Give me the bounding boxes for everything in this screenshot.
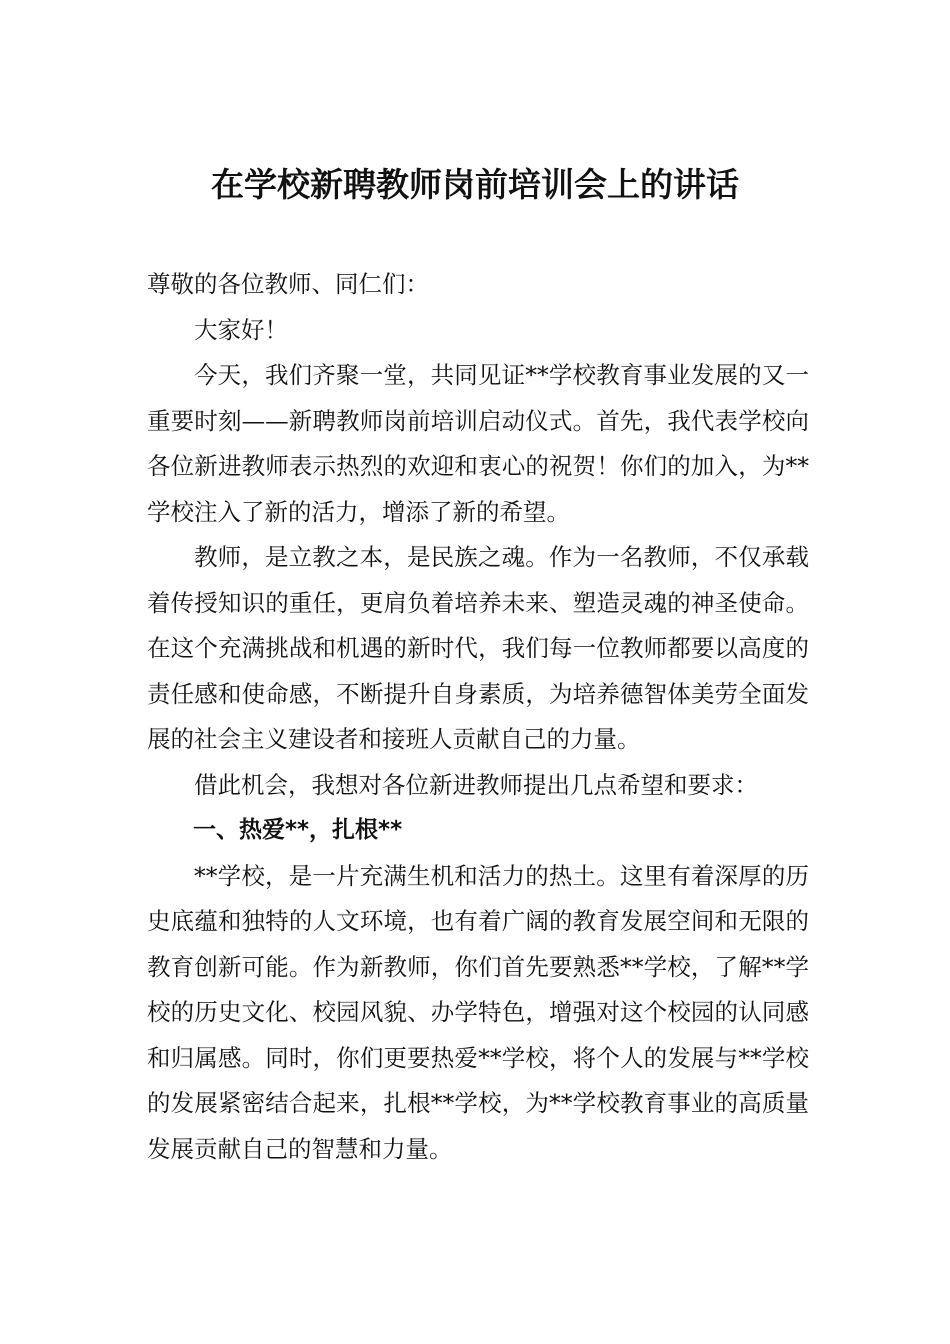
paragraph-opening: 今天，我们齐聚一堂，共同见证**学校教育事业发展的又一重要时刻——新聘教师岗前培训启动仪式。首先，我代表学校向各位新进教师表示热烈的欢迎和衷心的祝贺！你们的加入，为**学校注入了新的活力，增添了新的希望。 — [147, 361, 809, 526]
salutation: 尊敬的各位教师、同仁们： — [147, 270, 429, 298]
paragraph-expectations-intro: 借此机会，我想对各位新进教师提出几点希望和要求： — [194, 770, 758, 799]
section-heading: 一、热爱**，扎根** — [193, 817, 403, 843]
document-title: 在学校新聘教师岗前培训会上的讲话 — [211, 165, 739, 204]
paragraph-teacher-mission: 教师，是立教之本，是民族之魂。作为一名教师，不仅承载着传授知识的重任，更肩负着培养未来、塑造灵魂的神圣使命。在这个充满挑战和机遇的新时代，我们每一位教师都要以高度的责任感和使命感，不断提升自身素质，为培养德智体美劳全面发展的社会主义建设者和接班人贡献自己的力量。 — [147, 543, 809, 753]
greeting: 大家好！ — [194, 315, 288, 344]
section-paragraph: **学校，是一片充满生机和活力的热土。这里有着深厚的历史底蕴和独特的人文环境，也有着广阔的教育发展空间和无限的教育创新可能。作为新教师，你们首先要熟悉**学校，了解**学校的历史文化、校园风貌、办学特色，增强对这个校园的认同感和归属感。同时，你们更要热爱**学校，将个人的发展与**学校的发展紧密结合起来，扎根**学校，为**学校教育事业的高质量发展贡献自己的智慧和力量。 — [147, 861, 809, 1163]
document-body — [147, 262, 809, 1172]
